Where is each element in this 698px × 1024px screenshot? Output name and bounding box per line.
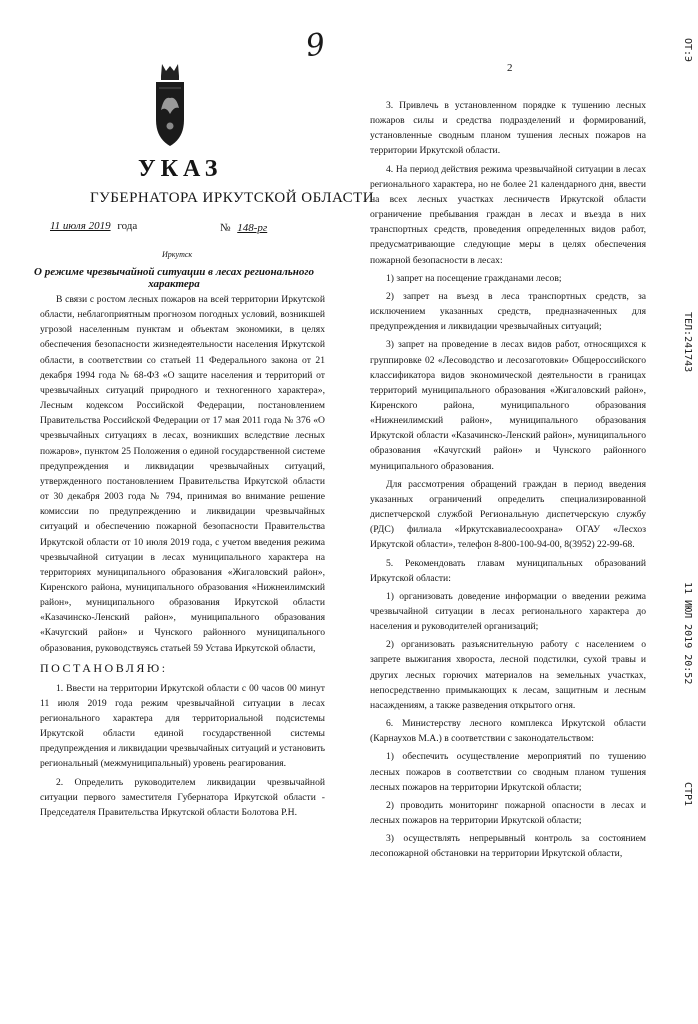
item-4-2-paragraph: 2) запрет на въезд в леса транспортных средств, за исключением указанных средств, предназначенных для предупреждения и ликвидации чрезвычайных ситуаций; [370, 290, 646, 333]
item-4-3-paragraph: 3) запрет на проведение в лесах видов работ, относящихся к группировке 02 «Лесоводство и лесозаготовки» Общероссийского классификатора видов экономической деятельности в границах территорий муниципального образования «Жигаловский район», Киренского района, муниципального образования «Нижнеилимский район», муниципального образования Иркутской области «Казачинско-Ленский район», муниципального образования «Качугский район» и Чунского районного муниципального образования. [370, 339, 646, 472]
item-6-2-paragraph: 2) проводить мониторинг пожарной опасности в лесах и лесных пожаров на территории Иркутской области; [370, 799, 646, 827]
left-text-column [40, 292, 325, 823]
item-4-paragraph: 4. На период действия режима чрезвычайной ситуации в лесах регионального характера, но не более 21 календарного дня, ввести на всех лесных участках лесничеств Иркутской области ограничение пребывания граждан в лесах и въезда в них транспортных средств, проведения определенных видов работ, предусматривающие следующие меры в целях обеспечения пожарной безопасности в лесах: [370, 163, 646, 266]
item-2-paragraph: 2. Определить руководителем ликвидации чрезвычайной ситуации первого заместителя Губернатора Иркутской области - Председателя Правительства Иркутской области Болотова Р.Н. [40, 776, 325, 818]
decree-date-suffix: года [117, 220, 138, 232]
fax-phone: ТЕЛ:241743 [682, 312, 693, 373]
coat-of-arms-emblem [152, 62, 188, 148]
rds-paragraph: Для рассмотрения обращений граждан в период введения указанных ограничений определить специализированной диспетчерской службой Региональную диспетчерскую службу (РДС) филиала «Иркутскавиалесоохрана» ОГАУ «Лесхоз Иркутской области», телефон 8-800-100-94-00, 8(3952) 22-99-68. [370, 478, 646, 551]
postanovlyayu-label: ПОСТАНОВЛЯЮ: [40, 660, 168, 675]
handwritten-mark: 9 [303, 26, 328, 65]
decree-number-value: 148-рг [237, 222, 268, 234]
fax-timestamp: 11 ИЮЛ 2019 20:52 [682, 582, 693, 685]
issue-city: Иркутск [162, 250, 193, 259]
decree-number-prefix: № [220, 222, 231, 234]
item-6-1-paragraph: 1) обеспечить осуществление мероприятий по тушению лесных пожаров в соответствии со сводным планом тушения лесных пожаров на территории Иркутской области; [370, 751, 646, 793]
decree-date [50, 220, 137, 232]
preamble-paragraph: В связи с ростом лесных пожаров на всей территории Иркутской области, неблагоприятным прогнозом погодных условий, возникшей угрозой населенным пунктам и объектам экономики, в целях обеспечения безопасности жизнедеятельности населения Иркутской области, в соответствии со статьей 11 Федерального закона от 21 декабря 1994 года № 68-ФЗ «О защите населения и территорий от чрезвычайных ситуаций природного и техногенного характера», Лесным кодексом Российской Федерации, постановлением Правительства Российской Федерации от 17 мая 2011 года № 376 «О чрезвычайных ситуациях в лесах, возникших вследствие лесных пожаров», пунктом 25 Положения о единой государственной системе предупреждения и ликвидации чрезвычайных ситуаций, утвержденного постановлением Правительства Иркутской области от 30 декабря 2003 года № 794, принимая во внимание решение комиссии по предупреждению и ликвидации чрезвычайных ситуаций и обеспечению пожарной безопасности Правительства Иркутской области от 10 июля 2019 года, с учетом введения режима чрезвычайной ситуации в лесах муниципального характера на территориях муниципального образования «Жигаловский район», Киренского района, муниципального образования «Нижнеилимский район», муниципального образования Иркутской области «Казачинско-Ленский район», муниципального образования «Качугский район» и Чунского районного муниципального образования, руководствуясь статьей 59 Устава Иркутской области, [40, 294, 325, 654]
fax-page: СТР1 [682, 782, 693, 807]
item-5-1-paragraph: 1) организовать доведение информации о введении режима чрезвычайной ситуации в лесах регионального характера до населения и руководителей организаций; [370, 590, 646, 633]
item-5-paragraph: 5. Рекомендовать главам муниципальных образований Иркутской области: [370, 557, 646, 584]
fax-sender: ОТ:Э [682, 38, 693, 63]
item-1-paragraph: 1. Ввести на территории Иркутской области с 00 часов 00 минут 11 июля 2019 года режим чрезвычайной ситуации в лесах регионального характера для территориальной подсистемы Иркутской области единой государственной системы предупреждения и ликвидации чрезвычайных ситуаций и установить региональный (межмуниципальный) уровень реагирования. [40, 682, 325, 770]
decree-title: УКАЗ [138, 156, 223, 182]
item-4-1-paragraph: 1) запрет на посещение гражданами лесов; [386, 272, 562, 284]
item-3-paragraph: 3. Привлечь в установленном порядке к тушению лесных пожаров силы и средства подразделений и формирований, установленные сводным планом тушения лесных пожаров на территории Иркутской области. [370, 100, 646, 157]
decree-subtitle: ГУБЕРНАТОРА ИРКУТСКОЙ ОБЛАСТИ [90, 190, 375, 206]
item-6-3-paragraph: 3) осуществлять непрерывный контроль за состоянием лесопожарной обстановки на территории Иркутской области, [370, 833, 646, 860]
right-text-column [370, 98, 646, 865]
page-number: 2 [507, 62, 513, 74]
decree-number [220, 222, 267, 234]
item-6-paragraph: 6. Министерству лесного комплекса Иркутской области (Карнаухов М.А.) в соответствии с законодательством: [370, 718, 646, 745]
decree-heading: О режиме чрезвычайной ситуации в лесах регионального характера [34, 266, 314, 290]
decree-date-value: 11 июля 2019 [50, 220, 111, 232]
fax-header-strip [684, 0, 698, 1024]
item-5-2-paragraph: 2) организовать разъяснительную работу с населением о запрете выжигания хвороста, лесной подстилки, сухой травы и других лесных горючих материалов на земельных участках, непосредственно примыкающих к лесам, защитным и лесным насаждениям, а также разведения открытого огня. [370, 639, 646, 711]
